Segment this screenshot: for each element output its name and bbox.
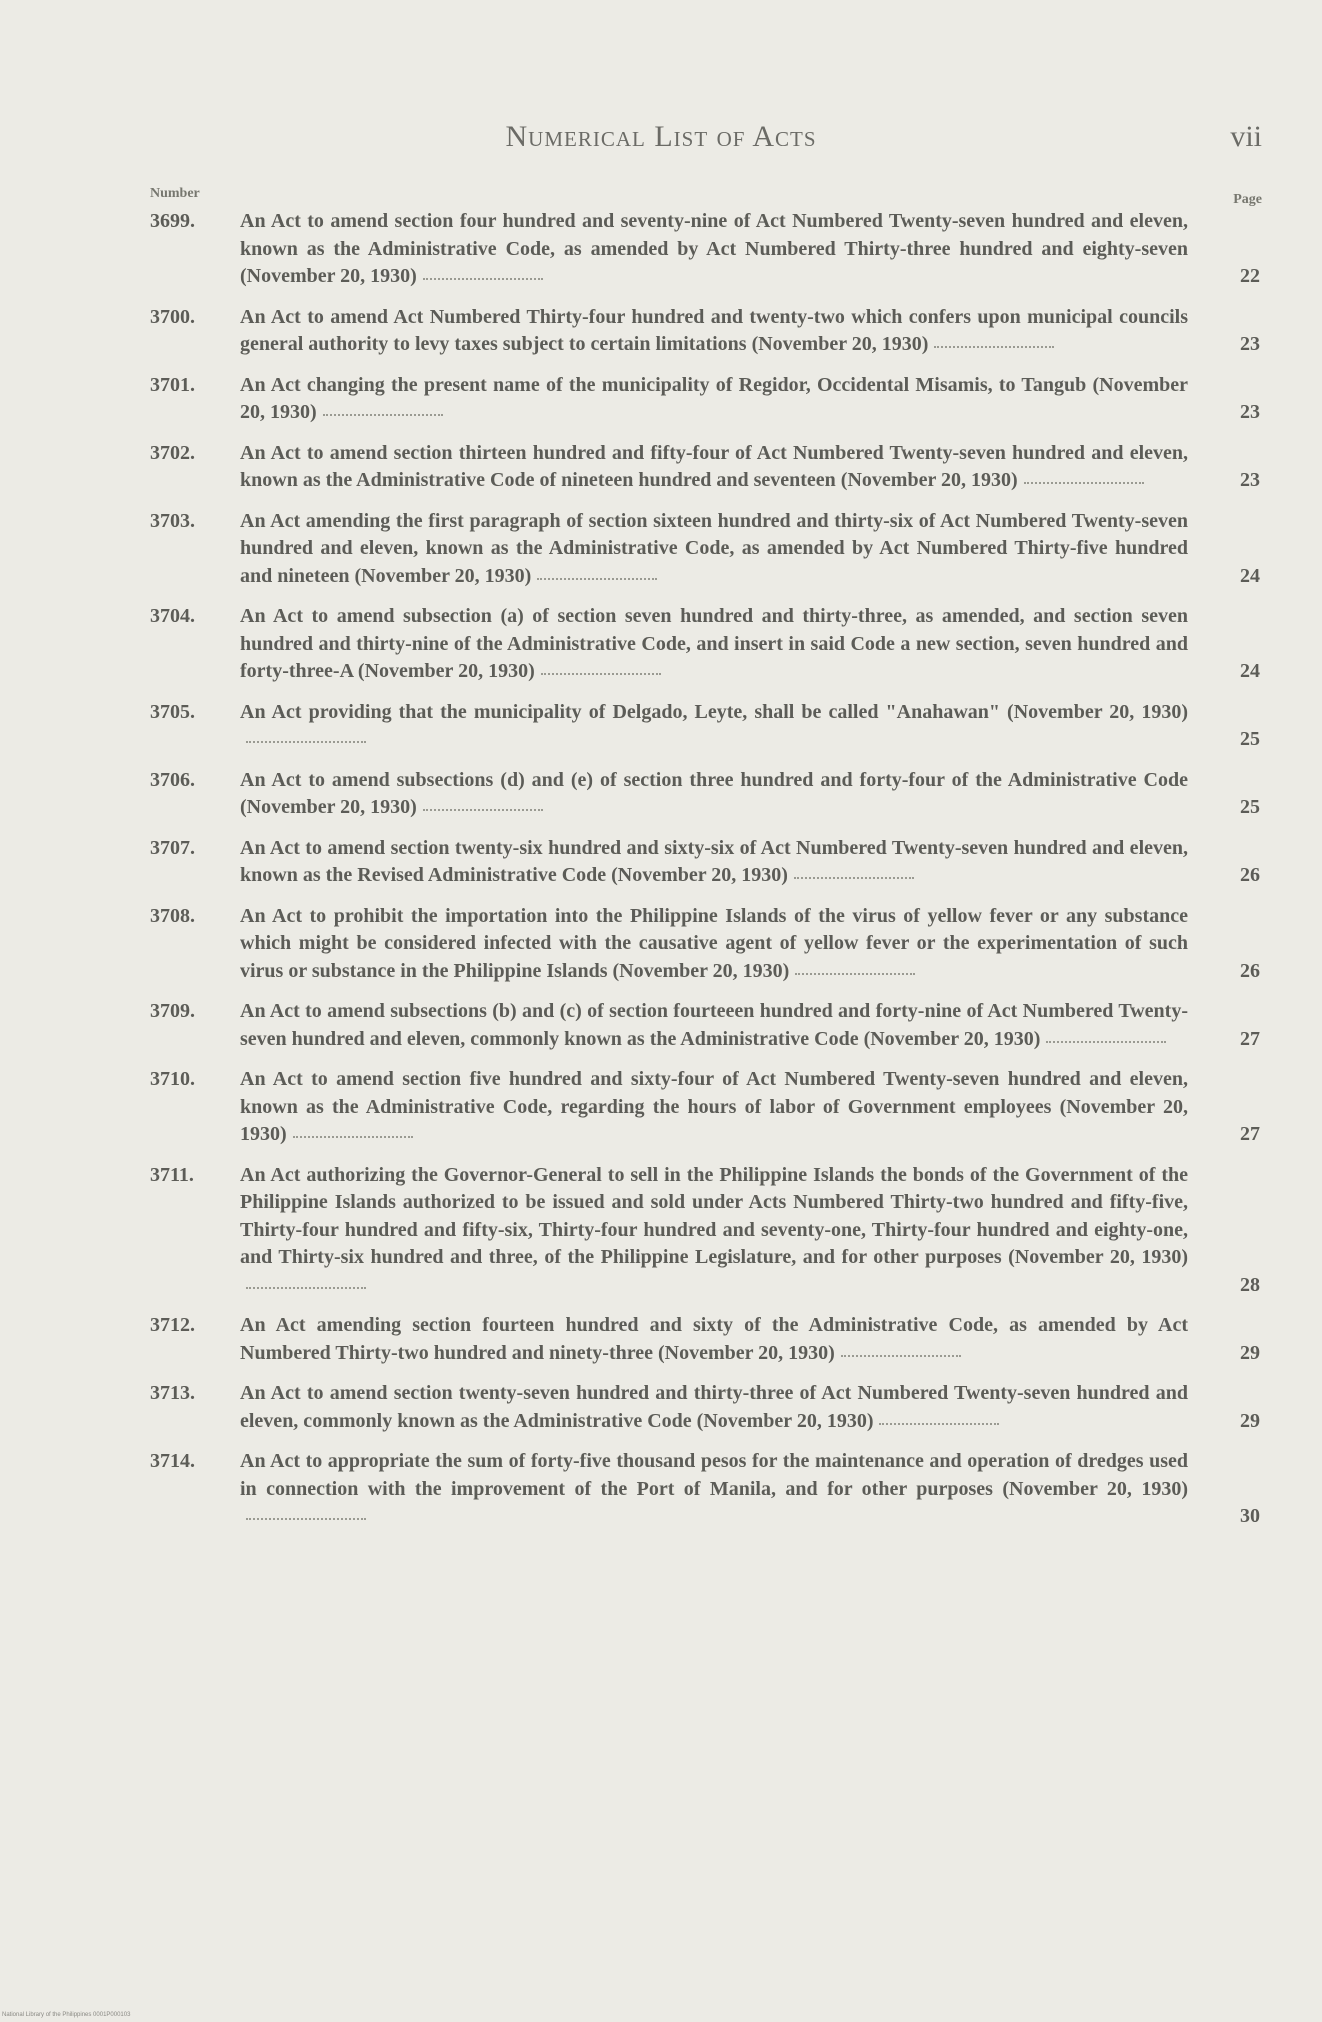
list-item xyxy=(150,1380,1260,1435)
act-description: An Act to amend section twenty-seven hundred and thirty-three of Act Numbered Twenty-seven hundred and eleven, commonly known as the Administrative Code (November 20, 1930) xyxy=(240,1382,1188,1432)
dot-leader xyxy=(1024,482,1144,484)
act-description: An Act to amend subsection (a) of section seven hundred and thirty-three, as amended, and section seven hundred and thirty-nine of the Administrative Code, and insert in said Code a new section, seven hundred and forty-three-A (November 20, 1930) xyxy=(240,605,1188,682)
act-number: 3708. xyxy=(150,904,195,927)
dot-leader xyxy=(293,1136,413,1138)
act-number: 3709. xyxy=(150,1000,195,1022)
act-number: 3704. xyxy=(150,605,195,627)
dot-leader xyxy=(246,741,366,743)
dot-leader xyxy=(423,809,543,811)
act-page-number: 23 xyxy=(1240,469,1260,491)
act-page-number: 25 xyxy=(1240,796,1260,818)
act-page-number: 23 xyxy=(1240,333,1260,355)
act-description: An Act to amend section four hundred and seventy-nine of Act Numbered Twenty-seven hundred and eleven, known as the Administrative Code, as amended by Act Numbered Thirty-three hundred and eighty-seven (November 20, 1930) xyxy=(240,210,1188,287)
column-number-label: Number xyxy=(150,186,200,201)
dot-leader xyxy=(841,1355,961,1357)
dot-leader xyxy=(246,1287,366,1289)
act-description: An Act authorizing the Governor-General to sell in the Philippine Islands the bonds of the Government of the Philippine Islands authorized to be issued and sold under Acts Numbered Thirty-two hundred and fifty-five, Thirty-four hundred and fifty-six, Thirty-four hundred and seventy-one, Thirty-four hundred and eighty-one, and Thirty-six hundred and three, of the Philippine Legislature, and for other purposes (November 20, 1930) xyxy=(240,1163,1188,1268)
act-page-number: 23 xyxy=(1240,401,1260,423)
list-item xyxy=(150,1162,1260,1300)
act-number: 3705. xyxy=(150,700,195,723)
dot-leader xyxy=(794,877,914,879)
list-item xyxy=(150,1066,1260,1149)
act-description: An Act to appropriate the sum of forty-five thousand pesos for the maintenance and operation of dredges used in connection with the improvement of the Port of Manila, and for other purposes (November 20, 1930) xyxy=(240,1450,1188,1500)
act-description: An Act providing that the municipality of Delgado, Leyte, shall be called "Anahawan" (November 20, 1930) xyxy=(240,700,1188,723)
dot-leader xyxy=(879,1423,999,1425)
act-number: 3702. xyxy=(150,441,195,464)
act-page-number: 22 xyxy=(1240,265,1260,287)
act-page-number: 26 xyxy=(1240,959,1260,982)
act-number: 3712. xyxy=(150,1314,195,1336)
list-item xyxy=(150,372,1260,427)
act-number: 3700. xyxy=(150,305,195,328)
act-description: An Act to amend section thirteen hundred and fifty-four of Act Numbered Twenty-seven hundred and eleven, known as the Administrative Code of nineteen hundred and seventeen (November 20, 1930) xyxy=(240,441,1188,491)
act-page-number: 24 xyxy=(1240,660,1260,682)
act-number: 3711. xyxy=(150,1163,194,1186)
dot-leader xyxy=(246,1518,366,1520)
act-page-number: 27 xyxy=(1240,1123,1260,1145)
list-item xyxy=(150,208,1260,291)
list-item xyxy=(150,440,1260,495)
act-description: An Act to amend subsections (b) and (c) of section fourteeen hundred and forty-nine of Act Numbered Twenty-seven hundred and eleven, commonly known as the Administrative Code (November 20, 1930) xyxy=(240,1000,1188,1050)
list-item xyxy=(150,699,1260,754)
act-number: 3713. xyxy=(150,1382,195,1404)
act-description: An Act to prohibit the importation into the Philippine Islands of the virus of yellow fever or any substance which might be considered infected with the causative agent of yellow fever or the experimentation of such virus or substance in the Philippine Islands (November 20, 1930) xyxy=(240,904,1188,982)
act-page-number: 28 xyxy=(1240,1273,1260,1296)
act-page-number: 30 xyxy=(1240,1505,1260,1527)
act-number: 3710. xyxy=(150,1068,195,1090)
act-number: 3699. xyxy=(150,210,195,232)
act-number: 3701. xyxy=(150,373,195,396)
act-page-number: 26 xyxy=(1240,864,1260,886)
dot-leader xyxy=(537,578,657,580)
act-description: An Act to amend section five hundred and sixty-four of Act Numbered Twenty-seven hundred and eleven, known as the Administrative Code, regarding the hours of labor of Government employees (November 20, 1930) xyxy=(240,1068,1188,1145)
act-page-number: 29 xyxy=(1240,1341,1260,1364)
list-item xyxy=(150,1448,1260,1531)
act-page-number: 27 xyxy=(1240,1027,1260,1050)
dot-leader xyxy=(323,414,443,416)
dot-leader xyxy=(541,673,661,675)
page-title: Numerical List of Acts xyxy=(505,120,817,153)
dot-leader xyxy=(795,973,915,975)
list-item xyxy=(150,603,1260,686)
act-number: 3706. xyxy=(150,768,195,791)
act-page-number: 24 xyxy=(1240,564,1260,587)
list-item xyxy=(150,903,1260,986)
act-description: An Act to amend subsections (d) and (e) of section three hundred and forty-four of the Administrative Code (November 20, 1930) xyxy=(240,768,1188,818)
act-number: 3707. xyxy=(150,836,195,859)
act-description: An Act amending the first paragraph of section sixteen hundred and thirty-six of Act Numbered Twenty-seven hundred and eleven, known as the Administrative Code, as amended by Act Numbered Thirty-five hundred and nineteen (November 20, 1930) xyxy=(240,509,1188,587)
act-number: 3703. xyxy=(150,509,195,532)
act-page-number: 25 xyxy=(1240,728,1260,750)
list-item xyxy=(150,1312,1260,1367)
act-number: 3714. xyxy=(150,1450,195,1472)
list-item xyxy=(150,998,1260,1053)
act-description: An Act changing the present name of the municipality of Regidor, Occidental Misamis, to Tangub (November 20, 1930) xyxy=(240,373,1188,423)
column-page-label: Page xyxy=(1233,192,1262,207)
act-page-number: 29 xyxy=(1240,1409,1260,1432)
act-description: An Act to amend Act Numbered Thirty-four hundred and twenty-two which confers upon municipal councils general authority to levy taxes subject to certain limitations (November 20, 1930) xyxy=(240,305,1188,355)
list-item xyxy=(150,508,1260,591)
footer-credit: National Library of the Philippines 0001P000103 xyxy=(2,2012,131,2018)
dot-leader xyxy=(1046,1041,1166,1043)
list-item xyxy=(150,767,1260,822)
dot-leader xyxy=(423,278,543,280)
acts-list xyxy=(150,208,1260,1544)
page-number: vii xyxy=(1230,120,1262,153)
dot-leader xyxy=(934,346,1054,348)
act-description: An Act to amend section twenty-six hundred and sixty-six of Act Numbered Twenty-seven hundred and eleven, known as the Revised Administrative Code (November 20, 1930) xyxy=(240,836,1188,886)
list-item xyxy=(150,304,1260,359)
list-item xyxy=(150,835,1260,890)
act-description: An Act amending section fourteen hundred and sixty of the Administrative Code, as amended by Act Numbered Thirty-two hundred and ninety-three (November 20, 1930) xyxy=(240,1314,1188,1364)
